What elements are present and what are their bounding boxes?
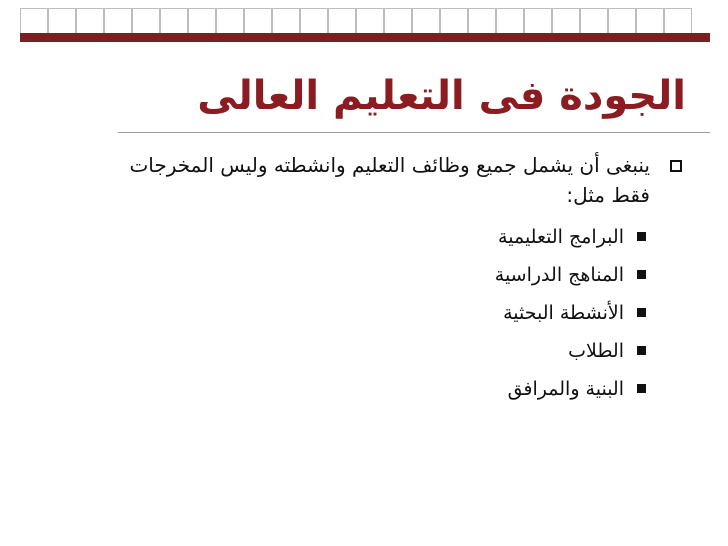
- main-bullet-text: ينبغى أن يشمل جميع وظائف التعليم وانشطته وليس المخرجات فقط مثل:: [129, 153, 650, 207]
- decorative-square: [20, 8, 48, 36]
- list-item: [88, 370, 688, 408]
- decorative-square: [552, 8, 580, 36]
- decorative-square: [664, 8, 692, 36]
- decorative-square: [496, 8, 524, 36]
- sub-bullet-text: البرامج التعليمية: [498, 226, 624, 248]
- sub-bullet-text: الأنشطة البحثية: [503, 302, 624, 324]
- decorative-square: [160, 8, 188, 36]
- decorative-square: [524, 8, 552, 36]
- sub-bullet-text: المناهج الدراسية: [494, 264, 624, 286]
- decorative-square: [468, 8, 496, 36]
- filled-square-icon: [637, 384, 646, 393]
- decorative-square: [244, 8, 272, 36]
- decorative-square: [608, 8, 636, 36]
- decorative-square: [216, 8, 244, 36]
- sub-bullet-text: البنية والمرافق: [507, 378, 624, 400]
- filled-square-icon: [637, 270, 646, 279]
- list-item: [88, 218, 688, 256]
- decorative-squares: [20, 8, 710, 36]
- filled-square-icon: [637, 346, 646, 355]
- sub-bullet-list: [88, 218, 688, 408]
- decorative-square: [328, 8, 356, 36]
- slide-content: [88, 150, 688, 408]
- decorative-square: [636, 8, 664, 36]
- decorative-header-band: [20, 8, 710, 36]
- list-item: [88, 294, 688, 332]
- decorative-square: [300, 8, 328, 36]
- header-rule: [20, 33, 710, 42]
- main-bullet-item: [88, 150, 688, 210]
- filled-square-icon: [637, 308, 646, 317]
- list-item: [88, 332, 688, 370]
- decorative-square: [272, 8, 300, 36]
- decorative-square: [104, 8, 132, 36]
- decorative-square: [412, 8, 440, 36]
- decorative-square: [132, 8, 160, 36]
- filled-square-icon: [637, 232, 646, 241]
- decorative-square: [384, 8, 412, 36]
- decorative-square: [580, 8, 608, 36]
- title-divider: [118, 132, 710, 133]
- slide-title: الجودة فى التعليم العالى: [197, 73, 686, 119]
- decorative-square: [76, 8, 104, 36]
- sub-bullet-text: الطلاب: [568, 340, 624, 362]
- decorative-square: [48, 8, 76, 36]
- decorative-square: [356, 8, 384, 36]
- hollow-square-icon: [670, 160, 682, 172]
- decorative-square: [440, 8, 468, 36]
- list-item: [88, 256, 688, 294]
- decorative-square: [188, 8, 216, 36]
